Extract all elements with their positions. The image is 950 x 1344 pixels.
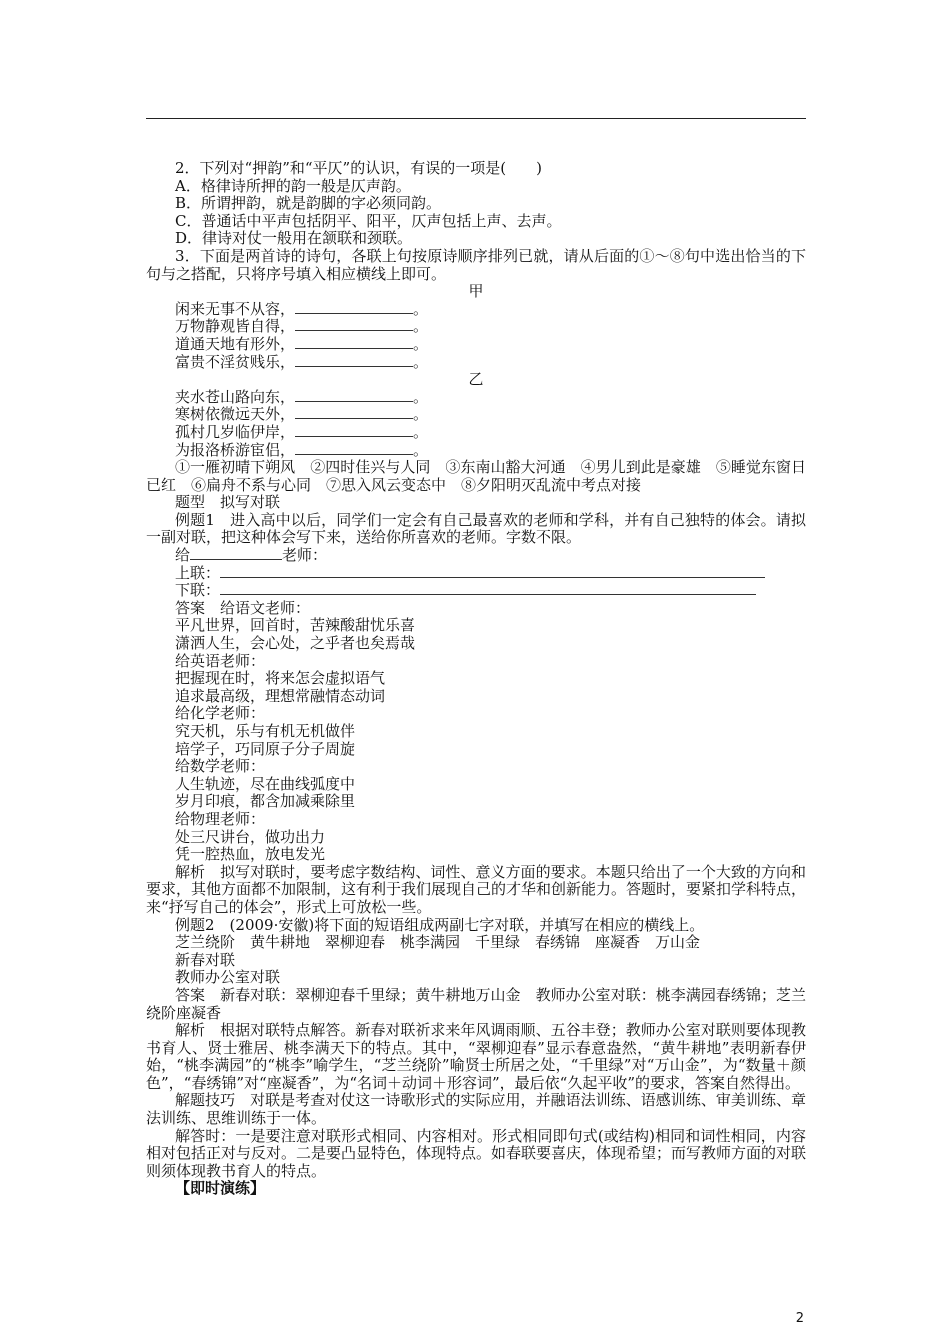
ex1-answer-line: 潇洒人生，会心处，之乎者也矣焉哉 — [175, 634, 416, 653]
ex1-answer-line: 处三尺讲台，做功出力 — [175, 827, 326, 846]
tips-para-1: 解题技巧 对联是考查对仗这一诗歌形式的实际应用，并融语法训练、语感训练、审美训练、章法训练、思维训练于一体。 — [146, 1091, 806, 1128]
ex1-answer-line: 追求最高级，理想常融情态动词 — [175, 686, 386, 705]
ex1-answer-line: 凭一腔热血，放电发光 — [175, 845, 326, 864]
ex1-answer-intro: 答案 给语文老师： — [175, 598, 311, 617]
poem-a-line: 富贵不淫贫贱乐， 。 — [175, 352, 429, 371]
ex1-answer-line: 给化学老师： — [175, 704, 266, 723]
lower-couplet-blank[interactable] — [220, 582, 756, 595]
ex1-answer-line: 给英语老师： — [175, 651, 266, 670]
ex2-phrases: 芝兰绕阶 黄牛耕地 翠柳迎春 桃李满园 千里绿 春绣锦 座凝香 万山金 — [175, 933, 701, 952]
ex2-label-office: 教师办公室对联 — [175, 968, 281, 987]
ex2-answer: 答案 新春对联：翠柳迎春千里绿；黄牛耕地万山金 教师办公室对联：桃李满园春绣锦；芝兰绕阶座凝香 — [146, 985, 806, 1022]
ex1-answer-line: 人生轨迹，尽在曲线弧度中 — [175, 774, 356, 793]
answer-blank[interactable] — [295, 354, 413, 367]
ex1-stem: 例题1 进入高中以后，同学们一定会有自己最喜欢的老师和学科，并有自己独特的体会。请拟一副对联，把这种体会写下来，送给你所喜欢的老师。字数不限。 — [146, 510, 806, 547]
q2-option-b: B．所谓押韵，就是韵脚的字必须同韵。 — [175, 194, 442, 213]
ex1-answer-line: 培学子，巧同原子分子周旋 — [175, 739, 356, 758]
ex1-answer-line: 岁月印痕，都含加减乘除里 — [175, 792, 356, 811]
q3-stem: 3．下面是两首诗的诗句，各联上句按原诗顺序排列已就，请从后面的①～⑧句中选出恰当的下句与之搭配，只将序号填入相应横线上即可。 — [146, 246, 806, 283]
ex1-answer-line: 给数学老师： — [175, 757, 266, 776]
q2-option-a: A．格律诗所押的韵一般是仄声韵。 — [175, 176, 411, 195]
poem-a-line: 道通天地有形外， 。 — [175, 334, 429, 353]
poem-b-line: 孤村几岁临伊岸， 。 — [175, 422, 429, 441]
answer-blank[interactable] — [295, 301, 413, 314]
ex1-answer-line: 给物理老师： — [175, 809, 266, 828]
answer-blank[interactable] — [295, 389, 413, 402]
q3-choices: ①一雁初晴下朔风 ②四时佳兴与人同 ③东南山豁大河通 ④男儿到此是豪雄 ⑤睡觉东窗日已红 ⑥扁舟不系与心同 ⑦思入风云变态中 ⑧夕阳明灭乱流中考点对接 — [146, 458, 806, 494]
answer-blank[interactable] — [295, 406, 413, 419]
ex1-answer-line: 究天机，乐与有机无机做伴 — [175, 722, 356, 740]
header-rule — [146, 118, 806, 119]
ex1-answer-line: 把握现在时，将来怎会虚拟语气 — [175, 669, 386, 688]
q2-stem: 2．下列对“押韵”和“平仄”的认识，有误的一项是( ) — [175, 159, 542, 177]
poem-a-title: 甲 — [468, 282, 484, 301]
answer-blank[interactable] — [295, 442, 413, 455]
teacher-blank[interactable] — [190, 547, 282, 560]
poem-a-line: 闲来无事不从容， 。 — [175, 299, 429, 318]
ex1-lower-line: 下联： — [146, 582, 806, 600]
upper-couplet-blank[interactable] — [220, 565, 765, 578]
poem-a-line: 万物静观皆自得， 。 — [175, 317, 429, 336]
answer-blank[interactable] — [295, 424, 413, 437]
ex2-analysis: 解析 根据对联特点解答。新春对联祈求来年风调雨顺、五谷丰登；教师办公室对联则要体现教书育人、贤士雅居、桃李满天下的特点。其中，“翠柳迎春”显示春意盎然，“黄牛耕地”表明新春伊始，“桃李满园”的“桃李”喻学生，“芝兰绕阶”喻贤士所居之处，“千里绿”对“万山金”，为“数量＋颜色”，“春绣锦”对“座凝香”，为“名词＋动词＋形容词”，最后依“久起平收”的要求，答案自然得出。 — [146, 1021, 806, 1092]
q2-option-c: C．普通话中平声包括阴平、阳平，仄声包括上声、去声。 — [175, 211, 562, 230]
ex2-stem: 例题2 (2009·安徽)将下面的短语组成两副七字对联，并填写在相应的横线上。 — [175, 915, 705, 934]
page-number: 2 — [795, 1311, 804, 1326]
answer-blank[interactable] — [295, 318, 413, 331]
poem-b-line: 为报洛桥游宦侣， 。 — [175, 440, 429, 459]
ex2-label-spring: 新春对联 — [175, 950, 236, 969]
section-title: 题型 拟写对联 — [175, 493, 281, 512]
poem-b-line: 寒树依微远天外， 。 — [175, 405, 429, 424]
practice-heading: 【即时演练】 — [175, 1179, 266, 1198]
answer-blank[interactable] — [295, 336, 413, 349]
ex1-analysis: 解析 拟写对联时，要考虑字数结构、词性、意义方面的要求。本题只给出了一个大致的方向和要求，其他方面都不加限制，这有利于我们展现自己的才华和创新能力。答题时，要紧扣学科特点，来“抒写自己的体会”，形式上可放松一些。 — [146, 862, 807, 916]
poem-b-title: 乙 — [468, 370, 484, 389]
ex1-upper-line: 上联： — [146, 565, 806, 583]
ex1-to-line: 给 老师： — [175, 546, 328, 565]
ex1-answer-line: 平凡世界，回首时，苦辣酸甜忧乐喜 — [175, 616, 416, 635]
q2-option-d: D．律诗对仗一般用在颔联和颈联。 — [175, 229, 413, 248]
poem-b-line: 夹水苍山路向东， 。 — [175, 387, 429, 406]
tips-para-2: 解答时：一是要注意对联形式相同、内容相对。形式相同即句式(或结构)相同和词性相同，内容相对包括正对与反对。二是要凸显特色，体现特点。如春联要喜庆，体现希望；而写教师方面的对联则须体现教书育人的特点。 — [146, 1126, 807, 1180]
page-content — [146, 160, 806, 1198]
